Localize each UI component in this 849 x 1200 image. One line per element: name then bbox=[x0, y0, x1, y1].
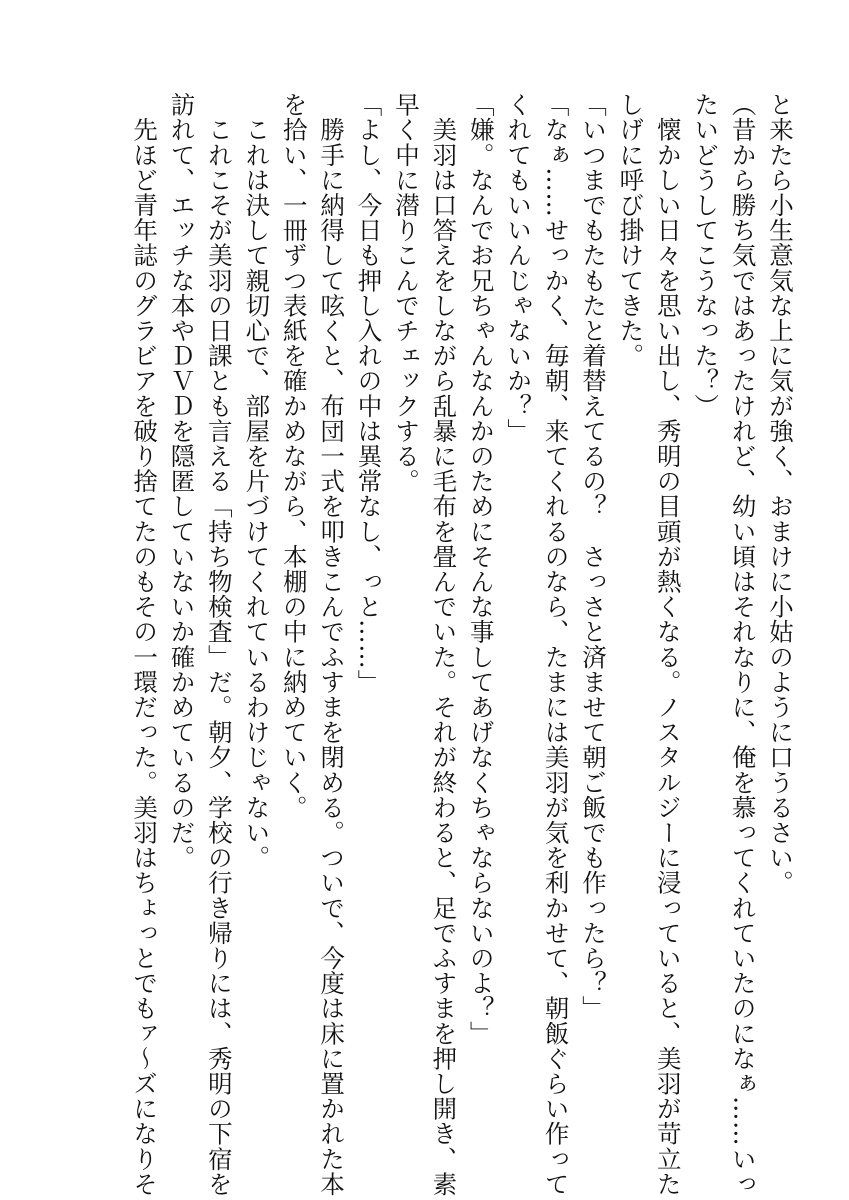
text-line: 勝手に納得して呟くと、布団一式を叩きこんでふすまを閉める。ついで、今度は床に置かれた本 bbox=[317, 92, 347, 1197]
vertical-text-block bbox=[126, 92, 799, 1197]
text-line: （昔から勝ち気ではあったけれど、幼い頃はそれなりに、俺を慕ってくれていたのになぁ……いっ bbox=[728, 92, 758, 1197]
text-line: たいどうしてこうなった？） bbox=[691, 92, 721, 419]
text-line: これこそが美羽の日課とも言える「持ち物検査」だ。朝夕、学校の行き帰りには、秀明の下宿を bbox=[204, 92, 234, 1197]
text-line: 「いつまでもたもたと着替えてるの？ さっさと済ませて朝ご飯でも作ったら？」 bbox=[578, 92, 608, 1021]
text-line: を拾い、一冊ずつ表紙を確かめながら、本棚の中に納めていく。 bbox=[279, 92, 309, 820]
text-line: と来たら小生意気な上に気が強く、おまけに小姑のように口うるさい。 bbox=[766, 92, 795, 896]
text-line: くれてもいいんじゃないか？」 bbox=[504, 92, 534, 444]
text-line: 「よし、今日も押し入れの中は異常なし、っと……」 bbox=[354, 92, 384, 695]
text-line: 懐かしい日々を思い出し、秀明の目頭が熱くなる。ノスタルジーに浸っていると、美羽が苛立た bbox=[653, 92, 683, 1197]
text-line: 美羽は口答えをしながら乱暴に毛布を畳んでいた。それが終わると、足でふすまを押し開き、素 bbox=[429, 92, 459, 1197]
text-line: 早く中に潜りこんでチェックする。 bbox=[391, 92, 421, 494]
text-line: 先ほど青年誌のグラビアを破り捨てたのもその一環だった。美羽はちょっとでもァ〜ズになりそ bbox=[130, 92, 160, 1197]
text-line: 「嫌。なんでお兄ちゃんなんかのためにそんな事してあげなくちゃならないのよ？」 bbox=[466, 92, 496, 1046]
text-line: 訪れて、エッチな本やＤＶＤを隠匿していないか確かめているのだ。 bbox=[167, 92, 197, 871]
text-line: 「なぁ……せっかく、毎朝、来てくれるのなら、たまには美羽が気を利かせて、朝飯ぐらい作って bbox=[541, 92, 571, 1197]
text-line: これは決して親切心で、部屋を片づけてくれているわけじゃない。 bbox=[242, 92, 272, 871]
text-line: しげに呼び掛けてきた。 bbox=[616, 92, 646, 369]
